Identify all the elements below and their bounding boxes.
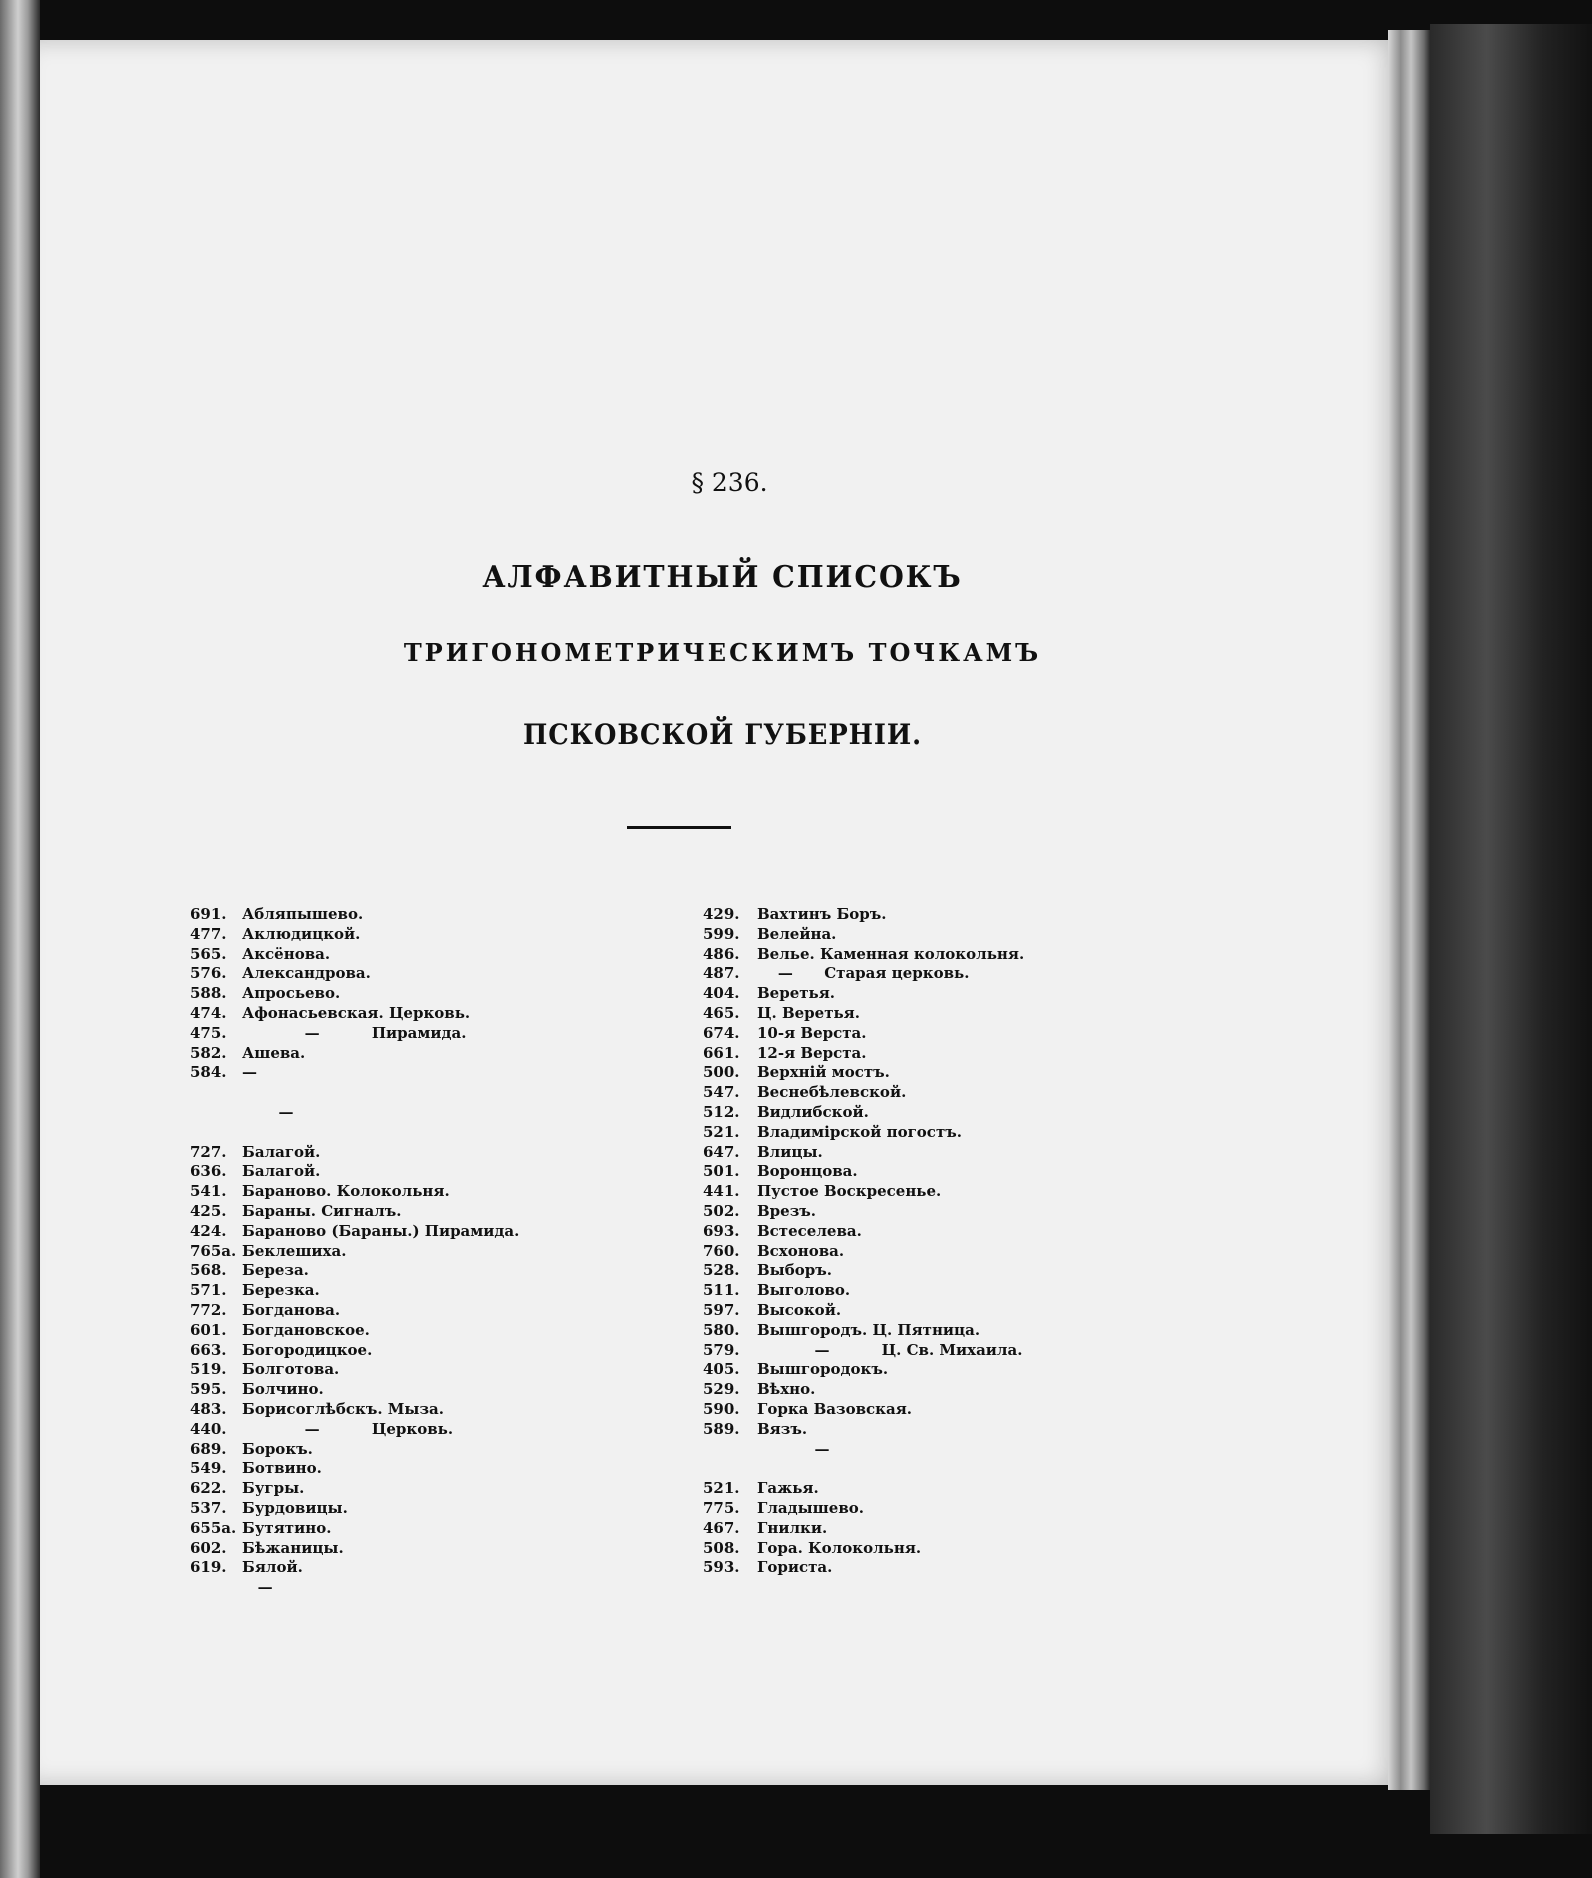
entry-number: 424.	[190, 1221, 227, 1240]
entry-number: 512.	[703, 1102, 740, 1121]
index-entry	[190, 1341, 700, 1361]
book-cover-right	[1430, 24, 1592, 1834]
entry-number: 597.	[703, 1300, 740, 1319]
index-entry	[703, 984, 1123, 1004]
page-subtitle-region: ПСКОВСКОЙ ГУБЕРНІИ.	[522, 718, 923, 751]
index-entry	[190, 1103, 700, 1123]
index-entry	[703, 1143, 1123, 1163]
index-entry	[190, 1004, 700, 1024]
index-entry	[703, 1222, 1123, 1242]
index-entry	[190, 1123, 700, 1143]
index-entry	[703, 1519, 1123, 1539]
entry-name: Гора. Колокольня.	[757, 1538, 922, 1557]
entry-name: Абляпышево.	[242, 905, 364, 923]
entry-number: 689.	[190, 1439, 227, 1458]
entry-name: Владимірской погостъ.	[757, 1122, 962, 1141]
entry-number: 486.	[703, 944, 740, 963]
entry-number: 467.	[703, 1518, 740, 1537]
index-entry	[190, 1162, 700, 1182]
entry-name: Всхонова.	[757, 1241, 845, 1260]
index-entry	[703, 964, 1123, 984]
index-entry	[190, 925, 700, 945]
entry-name: Беклешиха.	[242, 1241, 347, 1260]
entry-number: 576.	[190, 964, 227, 983]
entry-number: 693.	[703, 1221, 740, 1240]
entry-number: 619.	[190, 1558, 227, 1577]
entry-name: Бараново (Бараны.) Пирамида.	[242, 1221, 520, 1240]
entry-number: 541.	[190, 1182, 227, 1201]
index-entry	[703, 925, 1123, 945]
entry-number: 529.	[703, 1380, 740, 1399]
entry-number: 528.	[703, 1261, 740, 1280]
entry-name: 10-я Верста.	[757, 1023, 867, 1042]
entry-number: 584.	[190, 1063, 227, 1082]
index-entry	[703, 1420, 1123, 1440]
entry-number: 588.	[190, 984, 227, 1003]
entry-number: 429.	[703, 905, 740, 923]
entry-number: 441.	[703, 1182, 740, 1201]
index-entry	[190, 1420, 700, 1440]
entry-name: Веснебѣлевской.	[757, 1083, 907, 1102]
index-entry	[703, 1440, 1123, 1460]
index-entry	[190, 1242, 700, 1262]
page-edges	[1388, 30, 1430, 1790]
entry-number: 511.	[703, 1281, 740, 1300]
entry-name: Бугры.	[242, 1479, 305, 1498]
entry-name: Ашева.	[242, 1043, 306, 1062]
entry-number: 568.	[190, 1261, 227, 1280]
index-entry	[190, 1222, 700, 1242]
entry-name: —	[242, 1578, 273, 1597]
entry-number: 404.	[703, 984, 740, 1003]
entry-number: 602.	[190, 1538, 227, 1557]
entry-name: Верхній мостъ.	[757, 1063, 890, 1082]
index-entry	[190, 1499, 700, 1519]
entry-number: 547.	[703, 1083, 740, 1102]
entry-name: Ботвино.	[242, 1459, 322, 1478]
index-entry	[190, 1202, 700, 1222]
index-entry	[703, 1558, 1123, 1578]
index-entry	[190, 945, 700, 965]
entry-number: 474.	[190, 1003, 227, 1022]
entry-name: Бараны. Сигналъ.	[242, 1201, 402, 1220]
entry-name: Вязъ.	[757, 1419, 808, 1438]
entry-name: Бутятино.	[242, 1518, 332, 1537]
entry-name: Богдановское.	[242, 1320, 370, 1339]
index-entry	[190, 964, 700, 984]
entry-number: 501.	[703, 1162, 740, 1181]
entry-name: Бараново. Колокольня.	[242, 1182, 450, 1201]
entry-name: Борокъ.	[242, 1439, 313, 1458]
entry-number: 565.	[190, 944, 227, 963]
entry-name: Воронцова.	[757, 1162, 858, 1181]
entry-name: 12-я Верста.	[757, 1043, 867, 1062]
entry-number: 580.	[703, 1320, 740, 1339]
entry-name: —	[757, 1439, 830, 1458]
index-entry	[703, 1321, 1123, 1341]
entry-name: Балагой.	[242, 1162, 321, 1181]
index-entry	[190, 905, 700, 925]
entry-name: Афонасьевская. Церковь.	[242, 1003, 471, 1022]
entry-name: Велейна.	[757, 924, 837, 943]
index-entry	[703, 1202, 1123, 1222]
title-divider	[627, 826, 731, 829]
entry-number: 519.	[190, 1360, 227, 1379]
index-entry	[190, 1182, 700, 1202]
entry-number: 775.	[703, 1498, 740, 1517]
entry-name: Гладышево.	[757, 1498, 864, 1517]
entry-name: Выголово.	[757, 1281, 851, 1300]
entry-name: Видлибской.	[757, 1102, 869, 1121]
index-entry	[190, 1063, 700, 1083]
entry-name: — Пирамида.	[242, 1023, 467, 1042]
entry-number: 636.	[190, 1162, 227, 1181]
index-entry	[190, 1321, 700, 1341]
page-title: АЛФАВИТНЫЙ СПИСОКЪ	[482, 560, 963, 595]
entry-number: 661.	[703, 1043, 740, 1062]
entry-name: Вѣхно.	[757, 1380, 816, 1399]
index-entry	[190, 1400, 700, 1420]
index-entry	[703, 1539, 1123, 1559]
entry-number: 571.	[190, 1281, 227, 1300]
index-entry	[703, 1004, 1123, 1024]
entry-name: Велье. Каменная колокольня.	[757, 944, 1025, 963]
entry-number: 589.	[703, 1419, 740, 1438]
index-column-left	[190, 905, 700, 1598]
entry-number: 483.	[190, 1399, 227, 1418]
index-entry	[190, 1261, 700, 1281]
entry-name: Богородицкое.	[242, 1340, 373, 1359]
entry-name: —	[242, 1102, 294, 1121]
index-entry	[190, 1558, 700, 1578]
entry-number: 500.	[703, 1063, 740, 1082]
entry-number: 674.	[703, 1023, 740, 1042]
index-entry	[190, 1301, 700, 1321]
index-entry	[190, 984, 700, 1004]
entry-name: — Старая церковь.	[757, 964, 970, 983]
entry-number: 579.	[703, 1340, 740, 1359]
index-entry	[190, 1143, 700, 1163]
entry-number: 772.	[190, 1300, 227, 1319]
index-entry	[703, 1162, 1123, 1182]
index-entry	[190, 1083, 700, 1103]
index-entry	[190, 1380, 700, 1400]
entry-name: Влицы.	[757, 1142, 823, 1161]
index-entry	[190, 1479, 700, 1499]
index-entry	[190, 1459, 700, 1479]
section-number: § 236.	[691, 468, 768, 497]
entry-number: 487.	[703, 964, 740, 983]
index-entry	[190, 1519, 700, 1539]
entry-name: Балагой.	[242, 1142, 321, 1161]
index-entry	[703, 1261, 1123, 1281]
page-subtitle: ТРИГОНОМЕТРИЧЕСКИМЪ ТОЧКАМЪ	[403, 638, 1042, 667]
book-binding-left	[0, 0, 40, 1878]
entry-name: Гажья.	[757, 1479, 819, 1498]
index-entry	[703, 1341, 1123, 1361]
entry-name: Бялой.	[242, 1558, 303, 1577]
entry-name: Аксёнова.	[242, 944, 331, 963]
entry-number: 727.	[190, 1142, 227, 1161]
entry-name: Болготова.	[242, 1360, 340, 1379]
index-entry	[703, 1400, 1123, 1420]
entry-number: 655а.	[190, 1518, 237, 1537]
entry-name: Апросьево.	[242, 984, 341, 1003]
entry-number: 593.	[703, 1558, 740, 1577]
entry-name: Богданова.	[242, 1300, 341, 1319]
entry-name: Бѣжаницы.	[242, 1538, 344, 1557]
index-entry	[703, 1479, 1123, 1499]
entry-name: Березка.	[242, 1281, 320, 1300]
entry-name: Борисоглѣбскъ. Мыза.	[242, 1399, 444, 1418]
entry-name: Гнилки.	[757, 1518, 828, 1537]
entry-number: 647.	[703, 1142, 740, 1161]
entry-number: 521.	[703, 1479, 740, 1498]
index-entry	[190, 1578, 700, 1598]
index-entry	[703, 1123, 1123, 1143]
entry-number: 475.	[190, 1023, 227, 1042]
index-entry	[190, 1440, 700, 1460]
index-entry	[703, 1301, 1123, 1321]
entry-name: Ц. Веретья.	[757, 1003, 860, 1022]
entry-number: 537.	[190, 1498, 227, 1517]
entry-number: 760.	[703, 1241, 740, 1260]
entry-number: 601.	[190, 1320, 227, 1339]
index-entry	[703, 1024, 1123, 1044]
index-entry	[703, 1063, 1123, 1083]
index-entry	[190, 1360, 700, 1380]
entry-name: Александрова.	[242, 964, 371, 983]
entry-name: Веретья.	[757, 984, 836, 1003]
index-entry	[703, 1281, 1123, 1301]
entry-number: 425.	[190, 1201, 227, 1220]
index-entry	[703, 1182, 1123, 1202]
entry-number: 590.	[703, 1399, 740, 1418]
index-entry	[703, 1459, 1123, 1479]
entry-number: 405.	[703, 1360, 740, 1379]
entry-number: 508.	[703, 1538, 740, 1557]
index-entry	[703, 1360, 1123, 1380]
entry-name: Бурдовицы.	[242, 1498, 348, 1517]
entry-name: Вышгородъ. Ц. Пятница.	[757, 1320, 981, 1339]
index-entry	[703, 1242, 1123, 1262]
entry-name: Береза.	[242, 1261, 309, 1280]
entry-name: Встеселева.	[757, 1221, 862, 1240]
index-entry	[703, 1499, 1123, 1519]
index-entry	[190, 1024, 700, 1044]
index-entry	[703, 1083, 1123, 1103]
entry-number: 477.	[190, 924, 227, 943]
entry-name: Болчино.	[242, 1380, 324, 1399]
entry-name: Вышгородокъ.	[757, 1360, 889, 1379]
index-entry	[703, 945, 1123, 965]
index-entry	[190, 1539, 700, 1559]
entry-name: — Ц. Св. Михаила.	[757, 1340, 1023, 1359]
entry-name: Врезъ.	[757, 1201, 817, 1220]
index-entry	[703, 1380, 1123, 1400]
index-entry	[703, 905, 1123, 925]
entry-number: 765а.	[190, 1241, 237, 1260]
index-entry	[703, 1103, 1123, 1123]
entry-name: Аклюдицкой.	[242, 924, 361, 943]
entry-name: —	[242, 1063, 257, 1082]
entry-number: 549.	[190, 1459, 227, 1478]
entry-name: Пустое Воскресенье.	[757, 1182, 942, 1201]
entry-name: Выборъ.	[757, 1261, 832, 1280]
index-entry	[703, 1044, 1123, 1064]
entry-number: 465.	[703, 1003, 740, 1022]
entry-name: Гориста.	[757, 1558, 833, 1577]
entry-number: 595.	[190, 1380, 227, 1399]
entry-name: Высокой.	[757, 1300, 842, 1319]
entry-number: 599.	[703, 924, 740, 943]
index-entry	[190, 1044, 700, 1064]
entry-name: Вахтинъ Боръ.	[757, 905, 887, 923]
entry-name: — Церковь.	[242, 1419, 454, 1438]
entry-name: Горка Вазовская.	[757, 1399, 913, 1418]
entry-number: 622.	[190, 1479, 227, 1498]
entry-number: 502.	[703, 1201, 740, 1220]
entry-number: 663.	[190, 1340, 227, 1359]
entry-number: 440.	[190, 1419, 227, 1438]
entry-number: 691.	[190, 905, 227, 923]
entry-number: 582.	[190, 1043, 227, 1062]
index-column-right	[703, 905, 1123, 1578]
entry-number: 521.	[703, 1122, 740, 1141]
index-entry	[190, 1281, 700, 1301]
